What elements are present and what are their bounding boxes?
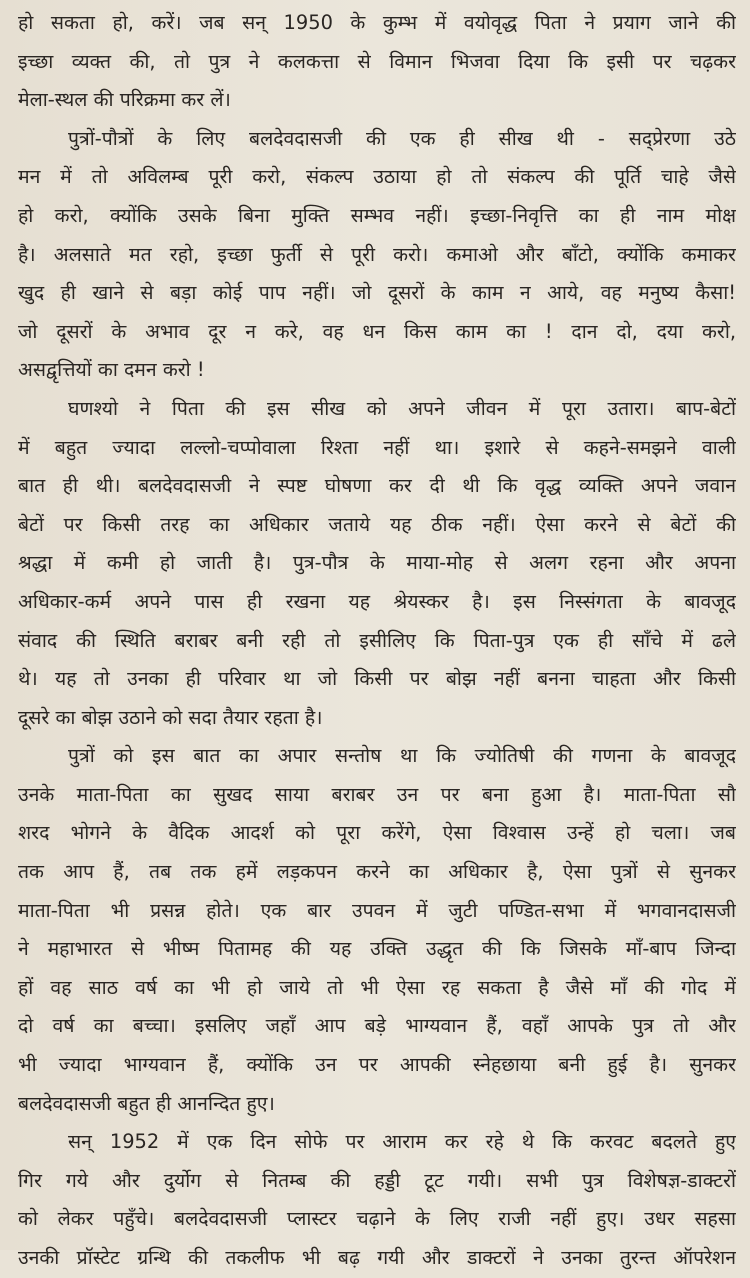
text-line: हों वह साठ वर्ष का भी हो जाये तो भी ऐसा रह सकता है जैसे माँ की गोद में [18, 975, 736, 999]
text-line: हो सकता हो, करें। जब सन् 1950 के कुम्भ में वयोवृद्ध पिता ने प्रयाग जाने की [18, 11, 736, 34]
text-line: उनके माता-पिता का सुखद साया बराबर उन पर बना हुआ है। माता-पिता सौ [18, 782, 736, 806]
text-line: है। अलसाते मत रहो, इच्छा फुर्ती से पूरी करो। कमाओ और बाँटो, क्योंकि कमाकर [18, 242, 736, 266]
text-line: घणश्यो ने पिता की इस सीख को अपने जीवन में पूरा उतारा। बाप-बेटों [68, 396, 736, 420]
text-line: बलदेवदासजी बहुत ही आनन्दित हुए। [18, 1091, 275, 1115]
text-line: श्रद्धा में कमी हो जाती है। पुत्र-पौत्र के माया-मोह से अलग रहना और अपना [18, 551, 736, 575]
text-line: तक आप हैं, तब तक हमें लड़कपन करने का अधिकार है, ऐसा पुत्रों से सुनकर [18, 860, 736, 884]
text-line: में बहुत ज्यादा लल्लो-चप्पोवाला रिश्ता नहीं था। इशारे से कहने-समझने वाली [18, 435, 736, 459]
text-line: दूसरे का बोझ उठाने को सदा तैयार रहता है। [18, 705, 323, 729]
text-line: बात ही थी। बलदेवदासजी ने स्पष्ट घोषणा कर दी थी कि वृद्ध व्यक्ति अपने जवान [18, 474, 736, 498]
text-line: असद्वृत्तियों का दमन करो ! [18, 358, 205, 382]
text-line: दो वर्ष का बच्चा। इसलिए जहाँ आप बड़े भाग्यवान हैं, वहाँ आपके पुत्र तो और [18, 1014, 736, 1038]
text-line: गिर गये और दुर्योग से नितम्ब की हड्डी टूट गयी। सभी पुत्र विशेषज्ञ-डाक्टरों [18, 1168, 736, 1192]
text-line: जो दूसरों के अभाव दूर न करे, वह धन किस काम का ! दान दो, दया करो, [18, 319, 736, 343]
text-line: इच्छा व्यक्त की, तो पुत्र ने कलकत्ता से विमान भिजवा दिया कि इसी पर चढ़कर [18, 49, 736, 73]
text-line: को लेकर पहुँचे। बलदेवदासजी प्लास्टर चढ़ाने के लिए राजी नहीं हुए। उधर सहसा [18, 1207, 736, 1231]
text-line: खुद ही खाने से बड़ा कोई पाप नहीं। जो दूसरों के काम न आये, वह मनुष्य कैसा! [18, 281, 736, 305]
text-line: हो करो, क्योंकि उसके बिना मुक्ति सम्भव नहीं। इच्छा-निवृत्ति का ही नाम मोक्ष [18, 203, 736, 227]
text-line: बेटों पर किसी तरह का अधिकार जताये यह ठीक नहीं। ऐसा करने से बेटों की [18, 512, 736, 536]
text-line: अधिकार-कर्म अपने पास ही रखना यह श्रेयस्कर है। इस निस्संगता के बावजूद [18, 589, 736, 613]
text-line: उनकी प्रॉस्टेट ग्रन्थि की तकलीफ भी बढ़ गयी और डाक्टरों ने उनका तुरन्त ऑपरेशन [18, 1246, 736, 1269]
text-line: सन् 1952 में एक दिन सोफे पर आराम कर रहे थे कि करवट बदलते हुए [68, 1130, 736, 1154]
text-line: ने महाभारत से भीष्म पितामह की यह उक्ति उद्धृत की कि जिसके माँ-बाप जिन्दा [18, 937, 736, 961]
text-line: शरद भोगने के वैदिक आदर्श को पूरा करेंगे, ऐसा विश्वास उन्हें हो चला। जब [18, 821, 736, 845]
text-line: मेला-स्थल की परिक्रमा कर लें। [18, 88, 231, 112]
text-line: थे। यह तो उनका ही परिवार था जो किसी पर बोझ नहीं बनना चाहता और किसी [18, 667, 736, 691]
text-line: मन में तो अविलम्ब पूरी करो, संकल्प उठाया हो तो संकल्प की पूर्ति चाहे जैसे [18, 165, 736, 189]
text-line: माता-पिता भी प्रसन्न होते। एक बार उपवन में जुटी पण्डित-सभा में भगवानदासजी [18, 898, 736, 922]
text-line: भी ज्यादा भाग्यवान हैं, क्योंकि उन पर आपकी स्नेहछाया बनी हुई है। सुनकर [18, 1053, 736, 1077]
text-line: संवाद की स्थिति बराबर बनी रही तो इसीलिए कि पिता-पुत्र एक ही साँचे में ढले [18, 628, 736, 652]
text-line: पुत्रों-पौत्रों के लिए बलदेवदासजी की एक ही सीख थी - सद्प्रेरणा उठे [68, 126, 736, 150]
text-line: पुत्रों को इस बात का अपार सन्तोष था कि ज्योतिषी की गणना के बावजूद [68, 744, 736, 768]
